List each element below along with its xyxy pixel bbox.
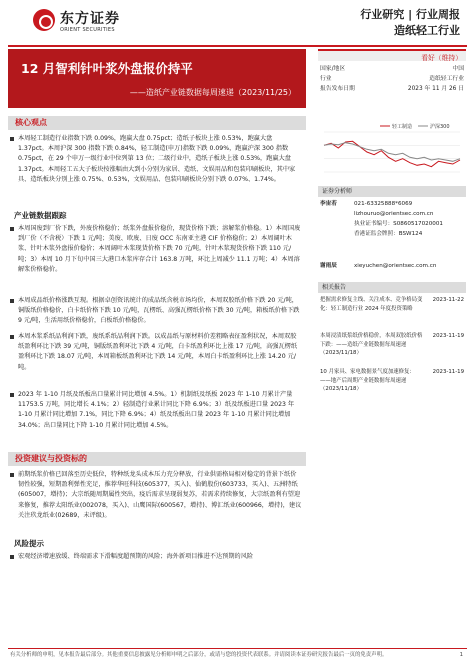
- market-value: 中国: [452, 66, 464, 72]
- report-subtitle: ——造纸产业链数据每周速递（2023/11/25）: [129, 88, 296, 97]
- bullet-icon: [10, 555, 14, 559]
- risk-bullet: [10, 552, 302, 574]
- legend-label-industry: 轻工制造: [392, 124, 413, 130]
- related-date: 2023-11-19: [432, 369, 464, 375]
- analyst-hk-license: 香港证监会牌照：BSW124: [354, 231, 423, 237]
- legend-label-hs300: 沪深300: [430, 124, 450, 130]
- core-bullet-3-text: 本周成品纸价格涨跌互现。根据卓创资讯统计的成品纸含税市场均价，本周双胶纸价格下跌 20 元/吨，铜版纸价格稳价，白卡纸价格下跌 10 元/吨，瓦楞纸、高强瓦楞纸价格下跌 30 元/吨，箱板纸价格下跌 9 元/吨，生活用纸价格稳价，白板纸价格稳价。: [18, 297, 300, 325]
- invest-text: 前期纸浆价格已回落至历史低位，特种纸龙头成本压力充分释放，行业供需格局相对稳定的背景下纸价韧性较强，短期盈利弹性充足，推荐华旺科技(605377，买入)、仙鹤股份(603733，买入)、五洲特纸(605007，增持)；大宗纸随周期属性突出，疫后需求呈现弱复苏，若需求持续修复，大宗纸盈利有望迎来修复，推荐太阳纸业(002078，买入)、山鹰国际(600567，增持)、博汇纸业(600966，增持)，建议关注玖龙纸业(02689，未评级)。: [18, 471, 302, 519]
- bullet-icon: [10, 473, 14, 477]
- market-row: [318, 84, 466, 94]
- bullet-icon: [10, 393, 14, 397]
- related-title[interactable]: 10 月家具、家电数据景气度加速修复：——地产后周期产业链数据每周速递（2023/11/18）: [320, 369, 415, 393]
- brand-name-cn: 东方证券: [60, 11, 120, 27]
- disclaimer: 有关分析师的申明，见本报告最后部分。其他重要信息披露见分析师申明之后部分，或请与您的投资代表联系。并请阅读本证券研究报告最后一页的免责声明。: [10, 652, 388, 658]
- section-core: [8, 116, 306, 130]
- risk-text: 宏观经济增速放缓、终端需求下滑幅度超预期的风险；海外新项目推进不达预期的风险: [18, 553, 254, 560]
- bullet-icon: [10, 299, 14, 303]
- market-key: 报告发布日期: [320, 86, 355, 92]
- bullet-icon: [10, 137, 14, 141]
- chart-grid: [324, 132, 460, 172]
- subheading-risk: 风险提示: [14, 539, 44, 548]
- page-header: [0, 0, 474, 44]
- core-bullet-4-text: 本周木浆系纸品利润下跌，废纸系纸品利润下跌。以成品纸与原材料价差粗略表征盈利状况，本周双胶纸盈利环比下跌 39 元/吨，铜版纸盈利环比下跌 4 元/吨，白卡纸盈利环比上涨 17 元/吨，高强瓦楞纸盈利环比下跌 18.07 元/吨，本周箱板纸盈利环比下跌 14 元/吨，本周白卡纸盈利环比上涨 14.20 元/吨。: [18, 333, 298, 371]
- core-bullet-1-text: 本周轻工制造行业指数下跌 0.09%，跑赢大盘 0.75pct；造纸子板块上涨 0.53%，跑赢大盘 1.37pct。本周沪深 300 指数下跌 0.84%，轻工制造(申万)指数下跌 0.09%，跑赢沪深 300 指数 0.75pct，在 29 个申万一级行业中位列第 13 位；二级行业中，造纸子板块上涨 0.53%，跑赢大盘 1.37pct。本周轻工五大子板块按涨幅由大到小分别为家居、造纸、文娱用品和包装印刷板块，其中家具、造纸板块分别上涨 0.75%、0.53%，文娱用品、包装印刷板块分别下跌 0.07%、1.74%。: [18, 135, 296, 183]
- bullet-icon: [10, 335, 14, 339]
- report-industry: 造纸轻工行业: [394, 24, 460, 37]
- chart-legend: [380, 123, 450, 130]
- market-value: 2023 年 11 月 26 日: [407, 86, 464, 92]
- report-category: [360, 7, 460, 39]
- market-key: 行业: [320, 76, 332, 82]
- core-bullet-5: [10, 390, 302, 442]
- brand-logo: [33, 8, 133, 38]
- analyst-caption: [318, 186, 466, 197]
- section-invest-title: 投资建议与投资标的: [15, 454, 87, 463]
- rating-bar: [318, 49, 466, 61]
- analyst-tel: 021-63325888*6069: [354, 201, 413, 207]
- header-divider: [8, 45, 467, 47]
- brand-name-en: ORIENT SECURITIES: [60, 27, 115, 33]
- related-title[interactable]: 本周浸渍纸浆纸价格稳价，本周双胶纸价格下跌：——造纸产业链数据每周速递（2023/11/18）: [320, 333, 423, 357]
- related-date: 2023-11-22: [432, 297, 464, 303]
- title-banner: [8, 49, 306, 108]
- core-bullet-1: [10, 134, 302, 206]
- core-bullet-2: [10, 224, 302, 296]
- subheading-chain: 产业链数据跟踪: [14, 211, 67, 220]
- relative-performance-chart: [318, 118, 466, 176]
- core-bullet-4: [10, 332, 302, 384]
- analyst-cert: 执业证书编号：S0860517020001: [354, 221, 443, 227]
- analyst-name: 谢雨辰: [320, 263, 337, 269]
- market-value: 造纸轻工行业: [429, 76, 464, 82]
- analyst-email[interactable]: lizhouruo@orientsec.com.cn: [354, 211, 434, 217]
- analyst-name: 李宙若: [320, 201, 337, 207]
- rating-value: 看好（维持）: [421, 54, 462, 62]
- analyst-caption-title: 证券分析师: [322, 188, 353, 195]
- related-caption-title: 相关报告: [322, 284, 347, 291]
- core-bullet-5-text: 2023 年 1-10 月纸及纸板出口量累计同比增加 4.5%。1）机制纸及纸板 2023 年 1-10 月累计产量 11753.5 万吨，同比增长 4.1%；2）轻制造行业累计同比下降 6.9%；3）纸及纸板进口量 2023 年 1-10 月累计同比增加 7.1%，同比下降 6.9%；4）纸及纸板出口量 2023 年 1-10 月累计同比增加 34.0%；出口量同比下降 1-10 月累计同比增加 4.5%。: [18, 391, 295, 429]
- report-title: 12 月智利针叶浆外盘报价持平: [21, 61, 193, 76]
- market-key: 国家/地区: [320, 66, 346, 72]
- section-core-title: 核心观点: [15, 118, 47, 127]
- related-caption: [318, 282, 466, 293]
- bullet-icon: [10, 227, 14, 231]
- section-invest: [8, 452, 306, 466]
- invest-bullet: [10, 470, 302, 532]
- page-number: 1: [459, 652, 463, 658]
- related-title[interactable]: 把握需求修复主线、关注成本、竞争格局变化：轻工制造行业 2024 年度投资策略: [320, 297, 423, 312]
- market-row: [318, 64, 466, 74]
- related-date: 2023-11-19: [432, 333, 464, 339]
- logo-icon: [33, 9, 55, 31]
- page-footer: [8, 648, 467, 660]
- market-row: [318, 74, 466, 84]
- report-type: 行业研究 | 行业周报: [360, 8, 460, 21]
- core-bullet-2-text: 本周国废到厂价下跌，外废价格稳价；纸浆外盘报价稳价，现货价格下跌；溶解浆价格稳。1）本周国废到厂价（不含税）下跌 1 元/吨；美废、欧废、日废 OCC 东南亚主港 CIF 价格稳价；2）本周阔叶木浆、针叶木浆外盘报价稳价；本周阔叶木浆现货价格下跌 70 元/吨，针叶木浆现货价格下跌 110 元/吨；3）本周 10 月下旬中国三大港口木浆库存合计 163.8 万吨，环比上周减少 11.1 万吨；4）本周溶解浆价格稳价。: [18, 225, 301, 273]
- analyst-email[interactable]: xieyuchen@orientsec.com.cn: [354, 263, 437, 269]
